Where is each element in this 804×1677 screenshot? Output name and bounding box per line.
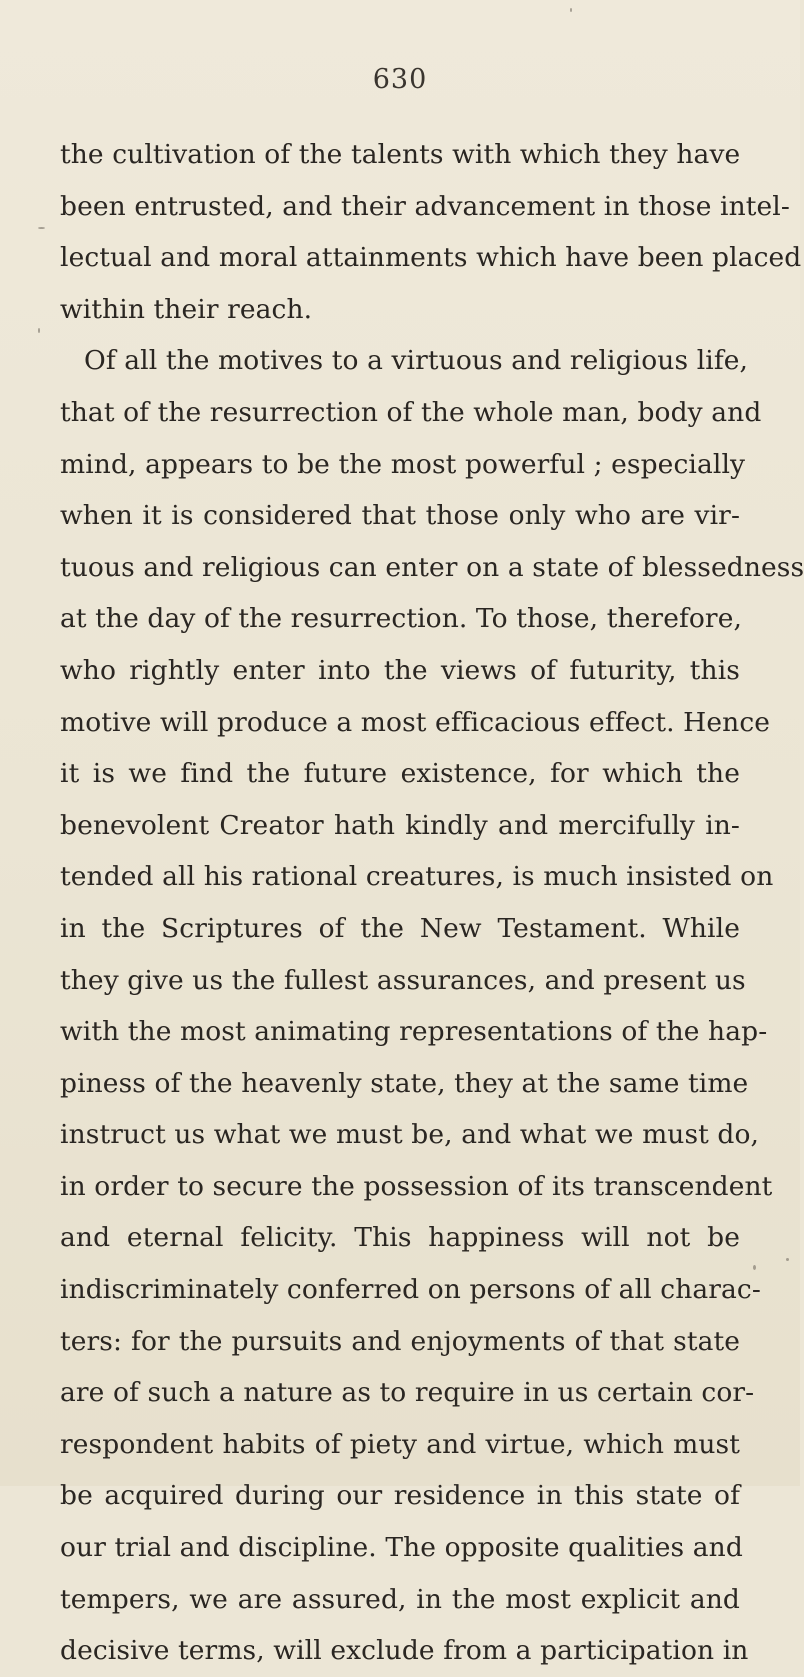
paper-speck — [38, 227, 45, 229]
text-line: tempers, we are assured, in the most explicit and — [60, 1583, 740, 1615]
text-line: respondent habits of piety and virtue, which must — [60, 1428, 740, 1460]
body-text — [60, 129, 804, 1677]
text-line: tuous and religious can enter on a state of blessedness — [60, 551, 804, 583]
text-line: tended all his rational creatures, is much insisted on — [60, 861, 774, 893]
paper-speck — [38, 328, 40, 333]
text-line: and eternal felicity. This happiness will not be — [60, 1222, 740, 1254]
text-line: indiscriminately conferred on persons of all charac- — [60, 1274, 761, 1306]
text-line: within their reach. — [60, 293, 313, 325]
text-line: be acquired during our residence in this state of — [60, 1480, 740, 1512]
text-line: are of such a nature as to require in us certain cor- — [60, 1377, 755, 1409]
text-line: ters: for the pursuits and enjoyments of that state — [60, 1325, 740, 1357]
text-line: who rightly enter into the views of futurity, this — [60, 654, 740, 686]
text-line: when it is considered that those only who are vir- — [60, 500, 740, 532]
text-line: that of the resurrection of the whole man, body and — [60, 396, 762, 428]
paper-speck — [786, 1258, 789, 1261]
text-line: it is we find the future existence, for which the — [60, 758, 740, 790]
text-line: at the day of the resurrection. To those, therefore, — [60, 603, 743, 635]
text-line: instruct us what we must be, and what we must do, — [60, 1119, 760, 1151]
text-line: been entrusted, and their advancement in those intel- — [60, 190, 790, 222]
text-line: lectual and moral attainments which have been placed — [60, 242, 802, 274]
text-line: the cultivation of the talents with which they have — [60, 139, 741, 170]
text-line: in order to secure the possession of its transcendent — [60, 1170, 773, 1202]
page-number: 630 — [372, 64, 428, 95]
text-line: Of all the motives to a virtuous and religious life, — [84, 345, 749, 377]
text-line: with the most animating representations of the hap- — [60, 1016, 768, 1048]
text-line: in the Scriptures of the New Testament. While — [60, 912, 740, 944]
text-line: mind, appears to be the most powerful ; especially — [60, 448, 746, 480]
paper-speck — [570, 8, 572, 12]
text-line: benevolent Creator hath kindly and mercifully in- — [60, 809, 740, 841]
text-line: they give us the fullest assurances, and present us — [60, 964, 746, 996]
text-line: motive will produce a most efficacious effect. Hence — [60, 706, 771, 738]
text-line: piness of the heavenly state, they at the same time — [60, 1067, 749, 1099]
text-line: decisive terms, will exclude from a participation in — [60, 1635, 749, 1667]
paper-speck — [753, 1265, 756, 1270]
text-line: our trial and discipline. The opposite qualities and — [60, 1532, 743, 1564]
